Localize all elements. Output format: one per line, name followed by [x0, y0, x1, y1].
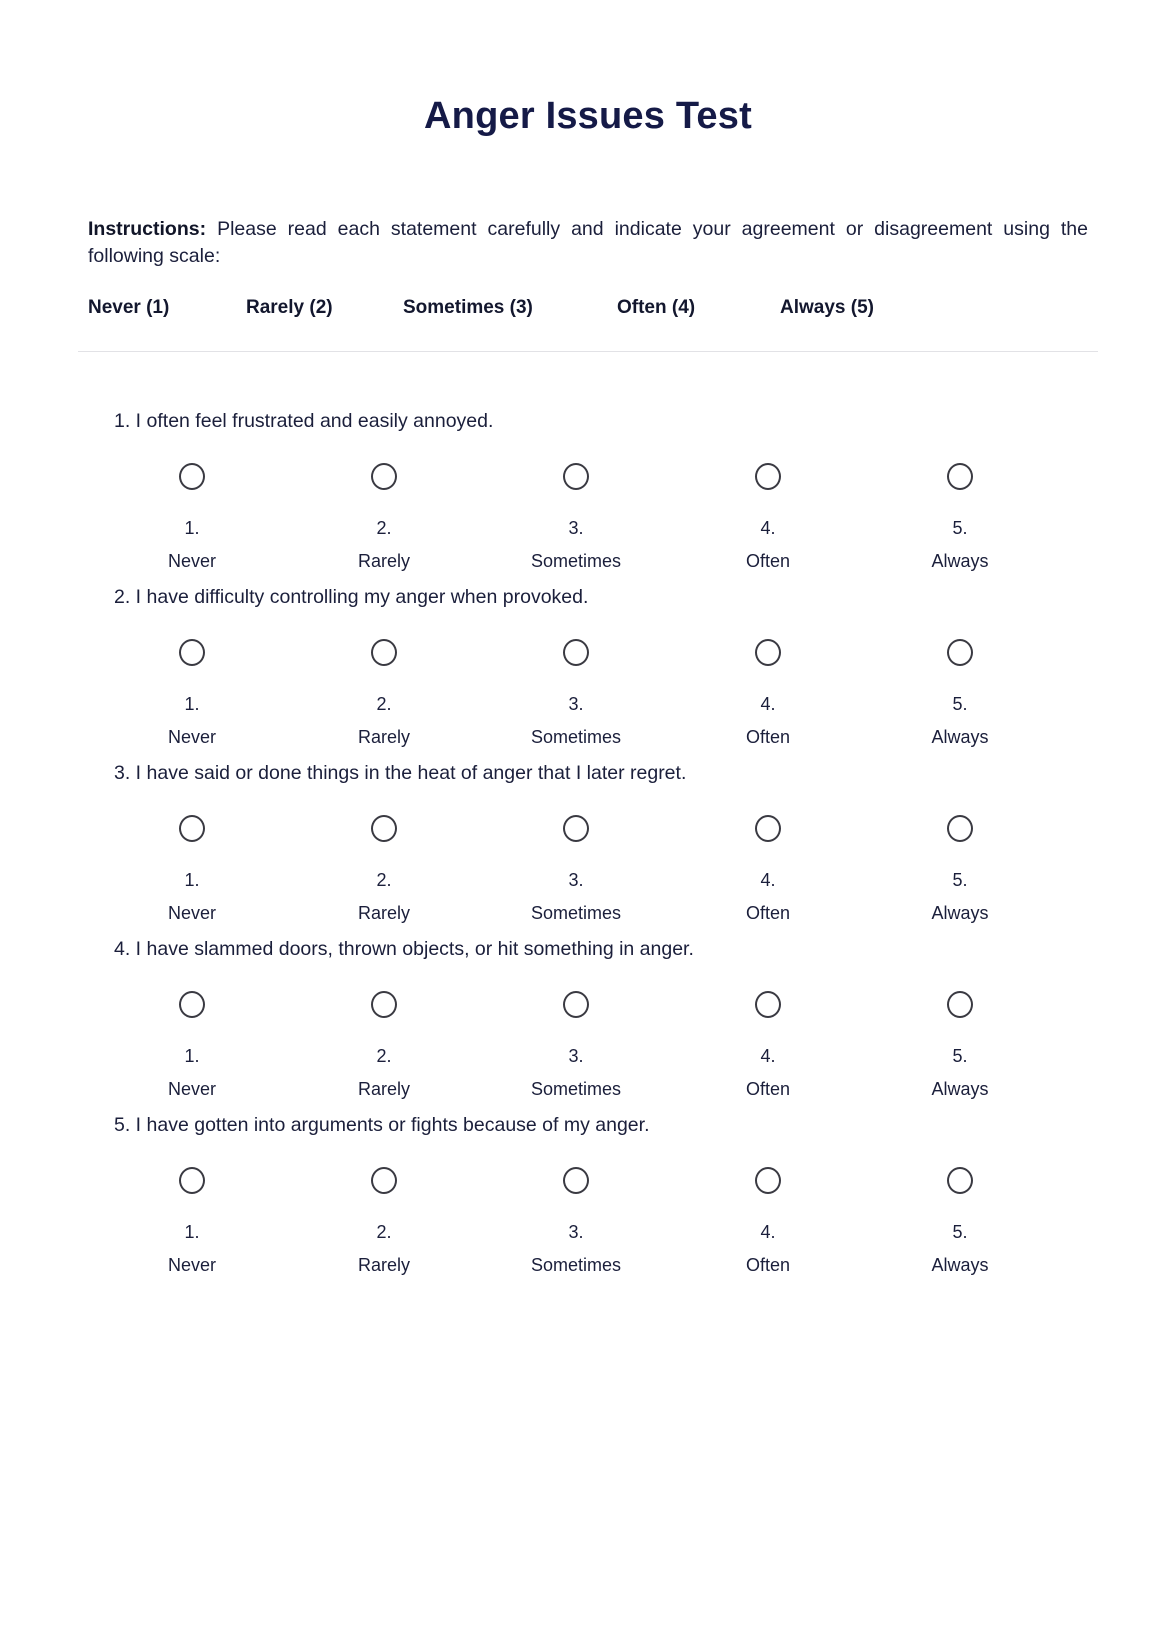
- option-often[interactable]: [672, 463, 864, 572]
- option-label: Always: [931, 903, 989, 924]
- option-label: Always: [931, 1254, 989, 1275]
- option-number: 1.: [184, 1222, 200, 1243]
- radio-often[interactable]: [755, 463, 781, 490]
- option-often[interactable]: [672, 815, 864, 924]
- radio-rarely[interactable]: [371, 463, 397, 490]
- radio-always[interactable]: [947, 815, 973, 842]
- answer-options: [88, 1167, 1088, 1276]
- option-number: 3.: [568, 694, 584, 715]
- radio-always[interactable]: [947, 639, 973, 666]
- option-never[interactable]: [96, 815, 288, 924]
- option-never[interactable]: [96, 1167, 288, 1276]
- option-label: Sometimes: [530, 551, 622, 572]
- option-number: 2.: [376, 1046, 392, 1067]
- answer-options: [88, 463, 1088, 572]
- option-label: Rarely: [357, 551, 410, 572]
- radio-often[interactable]: [755, 815, 781, 842]
- radio-often[interactable]: [755, 991, 781, 1018]
- answer-options: [88, 991, 1088, 1100]
- option-number: 4.: [760, 518, 776, 539]
- option-never[interactable]: [96, 991, 288, 1100]
- option-rarely[interactable]: [288, 639, 480, 748]
- question-text: 2. I have difficulty controlling my anger when provoked.: [114, 586, 589, 609]
- radio-rarely[interactable]: [371, 991, 397, 1018]
- option-sometimes[interactable]: [480, 815, 672, 924]
- option-number: 2.: [376, 870, 392, 891]
- option-number: 1.: [184, 870, 200, 891]
- option-often[interactable]: [672, 1167, 864, 1276]
- option-label: Rarely: [357, 1254, 410, 1275]
- option-always[interactable]: [864, 815, 1056, 924]
- radio-often[interactable]: [755, 639, 781, 666]
- scale-legend: [88, 297, 1088, 319]
- option-number: 5.: [952, 694, 968, 715]
- option-label: Never: [167, 903, 216, 924]
- option-number: 5.: [952, 1046, 968, 1067]
- option-rarely[interactable]: [288, 463, 480, 572]
- option-number: 2.: [376, 1222, 392, 1243]
- scale-legend-rarely: Rarely (2): [246, 297, 333, 319]
- radio-always[interactable]: [947, 991, 973, 1018]
- radio-never[interactable]: [179, 639, 205, 666]
- radio-never[interactable]: [179, 463, 205, 490]
- radio-sometimes[interactable]: [563, 815, 589, 842]
- question-item: [88, 396, 1088, 572]
- option-often[interactable]: [672, 991, 864, 1100]
- option-label: Always: [931, 1078, 989, 1099]
- option-label: Sometimes: [530, 1078, 622, 1099]
- scale-legend-sometimes: Sometimes (3): [403, 297, 533, 319]
- option-number: 5.: [952, 1222, 968, 1243]
- option-number: 1.: [184, 1046, 200, 1067]
- option-label: Often: [745, 903, 791, 924]
- option-never[interactable]: [96, 463, 288, 572]
- radio-rarely[interactable]: [371, 639, 397, 666]
- option-label: Often: [745, 1254, 791, 1275]
- instructions-paragraph: [88, 216, 1088, 271]
- option-number: 3.: [568, 1046, 584, 1067]
- option-always[interactable]: [864, 639, 1056, 748]
- option-label: Often: [745, 1078, 791, 1099]
- option-number: 4.: [760, 694, 776, 715]
- option-label: Rarely: [357, 1078, 410, 1099]
- radio-often[interactable]: [755, 1167, 781, 1194]
- option-sometimes[interactable]: [480, 463, 672, 572]
- radio-always[interactable]: [947, 1167, 973, 1194]
- answer-options: [88, 815, 1088, 924]
- option-always[interactable]: [864, 1167, 1056, 1276]
- question-text: 1. I often feel frustrated and easily annoyed.: [114, 410, 494, 433]
- option-label: Sometimes: [530, 903, 622, 924]
- radio-always[interactable]: [947, 463, 973, 490]
- radio-rarely[interactable]: [371, 1167, 397, 1194]
- option-number: 3.: [568, 518, 584, 539]
- instructions-block: [88, 138, 1088, 319]
- question-text: 5. I have gotten into arguments or fights because of my anger.: [114, 1113, 650, 1136]
- radio-sometimes[interactable]: [563, 1167, 589, 1194]
- option-number: 2.: [376, 694, 392, 715]
- radio-rarely[interactable]: [371, 815, 397, 842]
- option-number: 4.: [760, 870, 776, 891]
- option-label: Never: [167, 1078, 216, 1099]
- question-item: [88, 748, 1088, 924]
- scale-legend-often: Often (4): [617, 297, 696, 319]
- option-label: Never: [167, 1254, 216, 1275]
- option-rarely[interactable]: [288, 991, 480, 1100]
- option-rarely[interactable]: [288, 1167, 480, 1276]
- option-label: Never: [167, 727, 216, 748]
- option-label: Never: [167, 551, 216, 572]
- option-rarely[interactable]: [288, 815, 480, 924]
- option-number: 5.: [952, 518, 968, 539]
- option-number: 3.: [568, 870, 584, 891]
- option-label: Always: [931, 551, 989, 572]
- option-number: 2.: [376, 518, 392, 539]
- radio-never[interactable]: [179, 991, 205, 1018]
- option-label: Always: [931, 727, 989, 748]
- option-number: 3.: [568, 1222, 584, 1243]
- question-item: [88, 1100, 1088, 1276]
- option-label: Sometimes: [530, 727, 622, 748]
- question-text: 4. I have slammed doors, thrown objects, or hit something in anger.: [114, 937, 694, 960]
- option-sometimes[interactable]: [480, 991, 672, 1100]
- option-sometimes[interactable]: [480, 1167, 672, 1276]
- option-label: Sometimes: [530, 1254, 622, 1275]
- questions-list: [88, 352, 1088, 1275]
- scale-legend-always: Always (5): [780, 297, 874, 319]
- option-always[interactable]: [864, 463, 1056, 572]
- instructions-text: Please read each statement carefully and indicate your agreement or disagreement using the following scale:: [88, 217, 1088, 268]
- radio-sometimes[interactable]: [563, 639, 589, 666]
- radio-sometimes[interactable]: [563, 991, 589, 1018]
- answer-options: [88, 639, 1088, 748]
- radio-sometimes[interactable]: [563, 463, 589, 490]
- question-text: 3. I have said or done things in the heat of anger that I later regret.: [114, 761, 687, 784]
- radio-never[interactable]: [179, 815, 205, 842]
- radio-never[interactable]: [179, 1167, 205, 1194]
- question-item: [88, 924, 1088, 1100]
- option-number: 4.: [760, 1046, 776, 1067]
- option-number: 1.: [184, 518, 200, 539]
- option-label: Rarely: [357, 903, 410, 924]
- scale-legend-never: Never (1): [88, 297, 170, 319]
- instructions-label: Instructions:: [88, 217, 207, 240]
- option-never[interactable]: [96, 639, 288, 748]
- option-label: Rarely: [357, 727, 410, 748]
- option-number: 1.: [184, 694, 200, 715]
- option-often[interactable]: [672, 639, 864, 748]
- option-sometimes[interactable]: [480, 639, 672, 748]
- option-label: Often: [745, 551, 791, 572]
- option-number: 5.: [952, 870, 968, 891]
- page-title: Anger Issues Test: [424, 95, 752, 137]
- question-item: [88, 572, 1088, 748]
- option-label: Often: [745, 727, 791, 748]
- option-always[interactable]: [864, 991, 1056, 1100]
- option-number: 4.: [760, 1222, 776, 1243]
